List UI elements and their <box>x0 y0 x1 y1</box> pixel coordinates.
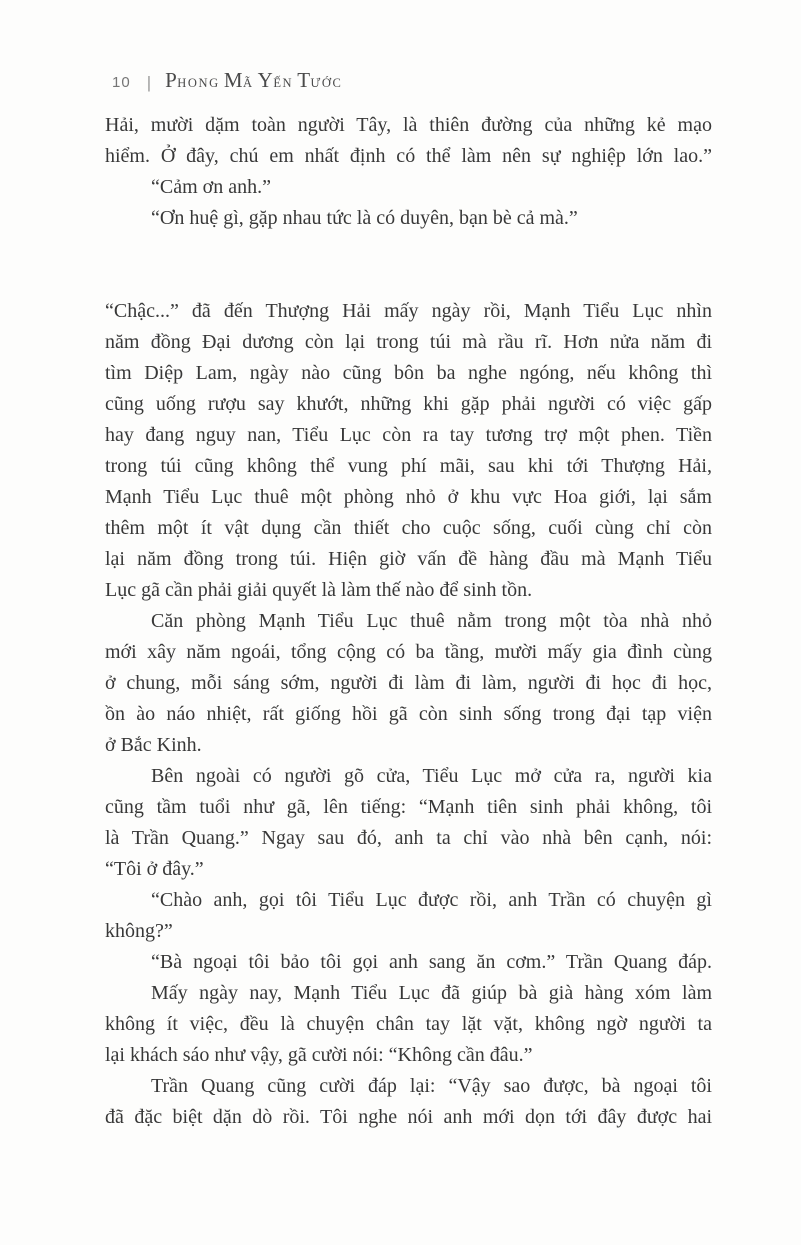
text-line: cũng uống rượu say khướt, những khi gặp phải người có việc gấp <box>105 393 712 415</box>
text-line: Mạnh Tiểu Lục thuê một phòng nhỏ ở khu vực Hoa giới, lại sắm <box>105 486 712 508</box>
text-line: ồn ào náo nhiệt, rất giống hồi gã còn sinh sống trong đại tạp viện <box>105 703 712 725</box>
text-line: không?” <box>105 920 173 942</box>
text-line: “Cảm ơn anh.” <box>151 176 271 198</box>
text-line: hiểm. Ở đây, chú em nhất định có thể làm nên sự nghiệp lớn lao.” <box>105 145 712 167</box>
text-line: “Tôi ở đây.” <box>105 858 204 880</box>
paragraph <box>105 296 712 606</box>
paragraph <box>105 1071 712 1133</box>
text-line: Bên ngoài có người gõ cửa, Tiểu Lục mở cửa ra, người kia <box>151 765 712 787</box>
text-line: ở chung, mỗi sáng sớm, người đi làm đi làm, người đi học đi học, <box>105 672 712 694</box>
paragraph <box>105 761 712 885</box>
text-line: ở Bắc Kinh. <box>105 734 202 756</box>
text-line: “Chậc...” đã đến Thượng Hải mấy ngày rồi, Mạnh Tiểu Lục nhìn <box>105 300 712 322</box>
book-title-word: MÃ <box>223 68 254 92</box>
book-title <box>165 68 346 93</box>
text-line: trong túi cũng không thể vung phí mãi, sau khi tới Thượng Hải, <box>105 455 712 477</box>
body-text <box>105 110 712 1133</box>
text-line: lại năm đồng trong túi. Hiện giờ vấn đề hàng đầu mà Mạnh Tiểu <box>105 548 712 570</box>
text-line: mới xây năm ngoái, tổng cộng có ba tầng, mười mấy gia đình cùng <box>105 641 712 663</box>
running-header <box>112 68 346 96</box>
text-line: cũng tầm tuổi như gã, lên tiếng: “Mạnh tiên sinh phải không, tôi <box>105 796 712 818</box>
paragraph <box>105 978 712 1071</box>
text-line: Căn phòng Mạnh Tiểu Lục thuê nằm trong một tòa nhà nhỏ <box>151 610 712 632</box>
text-line: “Ơn huệ gì, gặp nhau tức là có duyên, bạn bè cả mà.” <box>151 207 578 229</box>
text-line: “Chào anh, gọi tôi Tiểu Lục được rồi, anh Trần có chuyện gì <box>151 889 712 911</box>
text-line: Mấy ngày nay, Mạnh Tiểu Lục đã giúp bà già hàng xóm làm <box>151 982 712 1004</box>
text-line: Trần Quang cũng cười đáp lại: “Vậy sao được, bà ngoại tôi <box>151 1075 712 1097</box>
book-title-word: PHONG <box>165 68 220 92</box>
paragraph <box>105 885 712 947</box>
text-line: “Bà ngoại tôi bảo tôi gọi anh sang ăn cơm.” Trần Quang đáp. <box>151 951 712 973</box>
text-line: đã đặc biệt dặn dò rồi. Tôi nghe nói anh mới dọn tới đây được hai <box>105 1106 712 1128</box>
paragraph <box>105 172 712 203</box>
text-line: hay đang nguy nan, Tiểu Lục còn ra tay tương trợ một phen. Tiền <box>105 424 712 446</box>
paragraph <box>105 203 712 234</box>
paragraph <box>105 110 712 172</box>
text-line: năm đồng Đại dương còn lại trong túi mà rầu rĩ. Hơn nửa năm đi <box>105 331 712 353</box>
text-line: Lục gã cần phải giải quyết là làm thế nào để sinh tồn. <box>105 579 533 601</box>
book-title-word: TƯỚC <box>297 68 343 92</box>
book-title-word: YẾN <box>257 68 294 92</box>
paragraph <box>105 947 712 978</box>
text-line: không ít việc, đều là chuyện chân tay lặt vặt, không ngờ người ta <box>105 1013 712 1035</box>
page-number: 10 <box>112 74 131 91</box>
text-line: Hải, mười dặm toàn người Tây, là thiên đường của những kẻ mạo <box>105 114 712 136</box>
header-separator: | <box>146 73 152 92</box>
text-line: lại khách sáo như vậy, gã cười nói: “Không cần đâu.” <box>105 1044 533 1066</box>
text-line: tìm Diệp Lam, ngày nào cũng bôn ba nghe ngóng, nếu không thì <box>105 362 712 384</box>
text-line: thêm một ít vật dụng cần thiết cho cuộc sống, cuối cùng chỉ còn <box>105 517 712 539</box>
text-line: là Trần Quang.” Ngay sau đó, anh ta chỉ vào nhà bên cạnh, nói: <box>105 827 712 849</box>
paragraph <box>105 606 712 761</box>
